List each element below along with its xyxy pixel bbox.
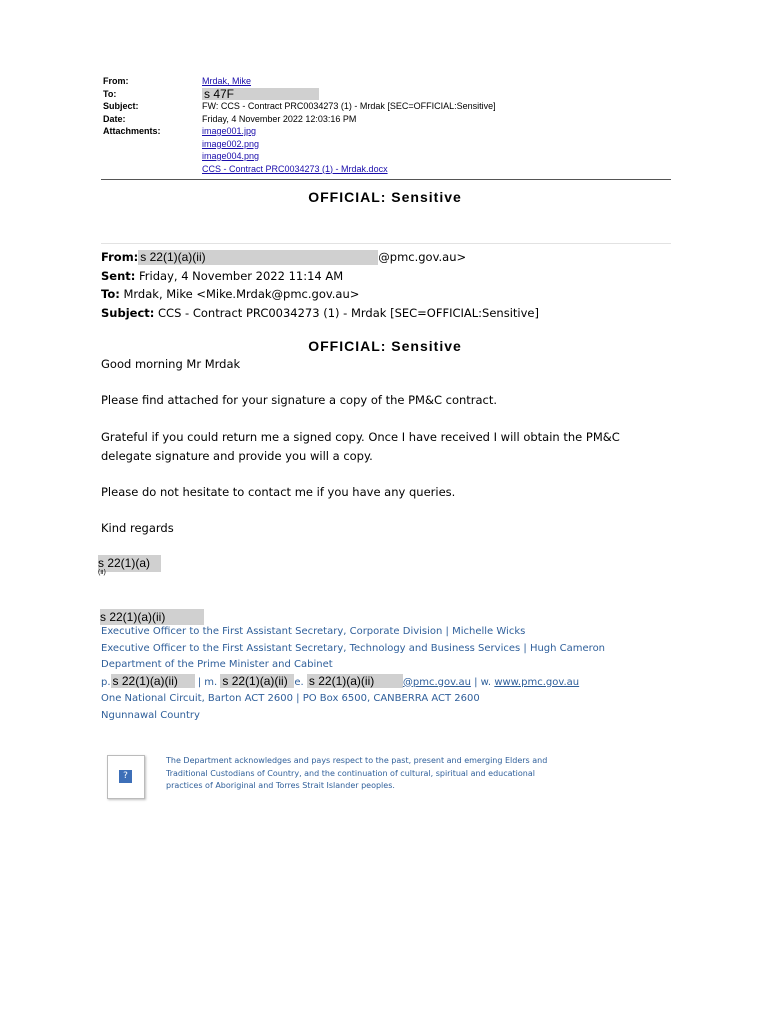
acknowledgement-line: practices of Aboriginal and Torres Strait Islander peoples. xyxy=(166,781,395,790)
signature-department: Department of the Prime Minister and Cabinet xyxy=(101,659,333,670)
message-sent-label: Sent: xyxy=(101,268,136,283)
message-to-label: To: xyxy=(101,287,120,301)
attachment-list xyxy=(202,125,388,175)
header-to-label: To: xyxy=(103,88,117,99)
email-label: e. xyxy=(294,676,304,688)
acknowledgement-image xyxy=(107,755,145,799)
classification-banner-body: OFFICIAL: Sensitive xyxy=(308,338,462,354)
message-from-domain: @pmc.gov.au> xyxy=(378,250,467,264)
message-to-value: Mrdak, Mike <Mike.Mrdak@pmc.gov.au> xyxy=(123,287,360,301)
signature-name-redaction xyxy=(98,555,161,572)
header-subject-row xyxy=(103,100,496,113)
acknowledgement-line: Traditional Custodians of Country, and the continuation of cultural, spiritual and educational xyxy=(166,768,535,778)
signature-contact-row xyxy=(101,674,605,692)
message-from-label: From: xyxy=(101,250,139,264)
body-paragraph: Please do not hesitate to contact me if you have any queries. xyxy=(101,485,456,499)
header-from-row xyxy=(103,75,496,88)
signature-title-redaction: s 22(1)(a)(ii) xyxy=(100,609,204,625)
message-sent-value: Friday, 4 November 2022 11:14 AM xyxy=(139,268,344,283)
attachment-link[interactable]: image004.png xyxy=(202,151,260,161)
header-date-value: Friday, 4 November 2022 12:03:16 PM xyxy=(202,113,357,124)
header-date-row xyxy=(103,113,496,126)
body-paragraph-line: delegate signature and provide you will a copy. xyxy=(101,448,373,463)
classification-banner-top: OFFICIAL: Sensitive xyxy=(308,189,462,205)
header-to-row xyxy=(103,88,496,101)
body-paragraph: Please find attached for your signature a copy of the PM&C contract. xyxy=(101,393,498,407)
attachment-link[interactable]: CCS - Contract PRC0034273 (1) - Mrdak.docx xyxy=(202,163,388,174)
signature-country: Ngunnawal Country xyxy=(101,709,200,721)
broken-image-icon: ? xyxy=(119,770,132,783)
phone-redaction: s 22(1)(a)(ii) xyxy=(111,674,195,688)
signature-block xyxy=(101,624,605,724)
closing-text: Kind regards xyxy=(101,521,174,535)
signature-name-redaction-overflow: (ii) xyxy=(98,569,106,576)
mobile-redaction: s 22(1)(a)(ii) xyxy=(220,674,294,688)
greeting-text: Good morning Mr Mrdak xyxy=(101,357,241,371)
message-subject-value: CCS - Contract PRC0034273 (1) - Mrdak [SEC=OFFICIAL:Sensitive] xyxy=(158,305,539,320)
message-subject-label: Subject: xyxy=(101,305,155,320)
message-from-redaction: s 22(1)(a)(ii) xyxy=(138,250,378,265)
acknowledgement-line: The Department acknowledges and pays respect to the past, present and emerging Elders and xyxy=(166,756,548,765)
redaction-label: s 22(1)(a) xyxy=(98,556,151,570)
header-subject-value: FW: CCS - Contract PRC0034273 (1) - Mrdak [SEC=OFFICIAL:Sensitive] xyxy=(202,101,496,111)
header-date-label: Date: xyxy=(103,113,126,124)
header-from-link[interactable]: Mrdak, Mike xyxy=(202,76,252,86)
website-link[interactable]: www.pmc.gov.au xyxy=(494,676,580,688)
attachment-link[interactable]: image001.jpg xyxy=(202,126,257,136)
acknowledgement-text xyxy=(166,755,586,793)
signature-line: Executive Officer to the First Assistant Secretary, Corporate Division | Michelle Wicks xyxy=(101,626,526,637)
message-from-row xyxy=(101,248,539,267)
header-attachments-row xyxy=(103,125,496,175)
header-subject-label: Subject: xyxy=(103,101,139,111)
header-attachments-label: Attachments: xyxy=(103,126,161,136)
header-to-redaction: s 47F xyxy=(202,88,319,101)
message-to-row xyxy=(101,285,539,304)
body-paragraph-line: Grateful if you could return me a signed copy. Once I have received I will obtain the PM&C xyxy=(101,430,620,444)
forwarded-message-header xyxy=(101,248,539,322)
header-from-label: From: xyxy=(103,76,129,86)
signature-address: One National Circuit, Barton ACT 2600 | PO Box 6500, CANBERRA ACT 2600 xyxy=(101,693,480,704)
message-sent-row xyxy=(101,267,539,286)
email-domain-link[interactable]: @pmc.gov.au xyxy=(402,676,471,688)
message-subject-row xyxy=(101,304,539,323)
signature-line: Executive Officer to the First Assistant Secretary, Technology and Business Services | Hugh Cameron xyxy=(101,642,606,654)
mobile-label: | m. xyxy=(197,676,218,688)
email-redaction: s 22(1)(a)(ii) xyxy=(307,674,403,688)
header-divider xyxy=(101,179,671,180)
message-divider xyxy=(101,243,671,244)
body-paragraph xyxy=(101,428,620,465)
attachment-link[interactable]: image002.png xyxy=(202,138,260,149)
email-header xyxy=(103,75,496,175)
website-label: | w. xyxy=(474,676,492,688)
phone-label: p. xyxy=(101,676,111,688)
